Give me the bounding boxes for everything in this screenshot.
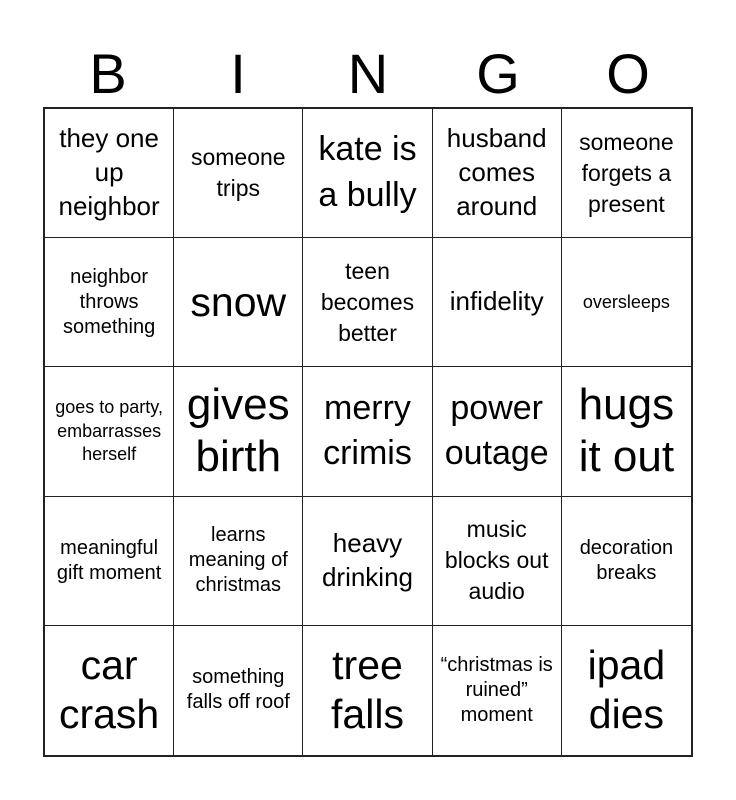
bingo-cell[interactable] bbox=[174, 367, 303, 496]
bingo-cell-text: someone forgets a present bbox=[579, 128, 674, 217]
header-letter-i: I bbox=[230, 42, 246, 105]
bingo-cell-text: learns meaning of christmas bbox=[188, 524, 288, 597]
header-letter-o: O bbox=[606, 42, 650, 105]
bingo-cell[interactable] bbox=[433, 497, 562, 626]
bingo-cell[interactable] bbox=[433, 238, 562, 367]
bingo-cell-text: merry crimis bbox=[323, 388, 412, 473]
bingo-cell[interactable] bbox=[562, 238, 691, 367]
bingo-cell-text: ipad dies bbox=[587, 642, 666, 738]
bingo-cell[interactable] bbox=[174, 626, 303, 755]
bingo-cell-text: infidelity bbox=[449, 286, 544, 317]
bingo-cell[interactable] bbox=[174, 497, 303, 626]
bingo-cell[interactable] bbox=[303, 367, 432, 496]
bingo-cell[interactable] bbox=[303, 238, 432, 367]
header-letter-g: G bbox=[476, 42, 520, 105]
bingo-cell-text: oversleeps bbox=[582, 291, 670, 312]
bingo-cell[interactable] bbox=[433, 626, 562, 755]
bingo-cell[interactable] bbox=[303, 497, 432, 626]
bingo-cell[interactable] bbox=[433, 367, 562, 496]
bingo-cell-text: teen becomes better bbox=[320, 257, 415, 346]
bingo-cell-text: meaningful gift moment bbox=[56, 536, 162, 584]
bingo-cell-text: tree falls bbox=[331, 642, 404, 738]
bingo-cell[interactable] bbox=[303, 109, 432, 238]
bingo-cell-text: music blocks out audio bbox=[444, 516, 549, 605]
bingo-cell-text: car crash bbox=[58, 642, 160, 738]
bingo-cell[interactable] bbox=[45, 238, 174, 367]
bingo-cell-text: something falls off roof bbox=[186, 666, 290, 714]
header-letter-n: N bbox=[347, 42, 389, 105]
bingo-cell[interactable] bbox=[562, 626, 691, 755]
bingo-cell[interactable] bbox=[562, 367, 691, 496]
bingo-board bbox=[43, 107, 693, 757]
bingo-cell-text: someone trips bbox=[190, 144, 286, 202]
bingo-cell[interactable] bbox=[303, 626, 432, 755]
bingo-header bbox=[43, 40, 693, 108]
bingo-cell[interactable] bbox=[174, 238, 303, 367]
bingo-cell[interactable] bbox=[45, 367, 174, 496]
bingo-cell-text: decoration breaks bbox=[579, 536, 674, 584]
bingo-cell[interactable] bbox=[174, 109, 303, 238]
bingo-cell-text: goes to party, embarrasses herself bbox=[55, 397, 163, 465]
header-letter-b: B bbox=[89, 42, 127, 105]
bingo-cell[interactable] bbox=[433, 109, 562, 238]
bingo-cell-text: hugs it out bbox=[578, 379, 675, 482]
bingo-cell-text: husband comes around bbox=[446, 123, 547, 221]
bingo-cell-text: kate is a bully bbox=[318, 130, 417, 215]
bingo-cell-text: gives birth bbox=[186, 379, 290, 482]
bingo-cell[interactable] bbox=[45, 497, 174, 626]
bingo-cell-text: they one up neighbor bbox=[58, 123, 160, 221]
bingo-cell-text: neighbor throws something bbox=[62, 265, 156, 338]
bingo-cell[interactable] bbox=[45, 626, 174, 755]
bingo-cell[interactable] bbox=[562, 109, 691, 238]
bingo-cell[interactable] bbox=[562, 497, 691, 626]
bingo-cell-text: power outage bbox=[444, 388, 549, 473]
bingo-cell-text: snow bbox=[190, 278, 287, 325]
bingo-cell-text: “christmas is ruined” moment bbox=[440, 653, 553, 726]
bingo-cell-text: heavy drinking bbox=[321, 527, 414, 592]
bingo-cell[interactable] bbox=[45, 109, 174, 238]
